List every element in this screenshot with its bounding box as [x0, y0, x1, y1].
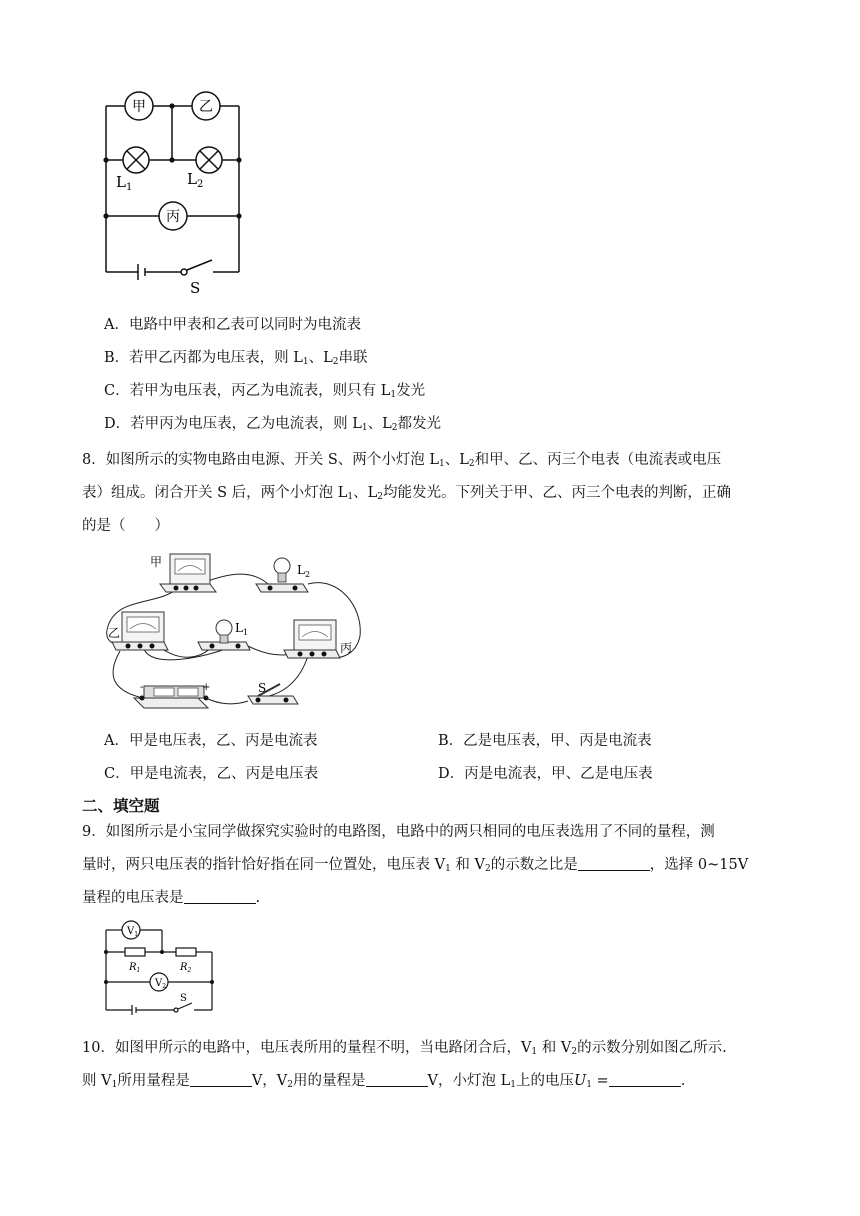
q9-fig-s: S: [180, 993, 187, 1004]
q7-option-a[interactable]: A．电路中甲表和乙表可以同时为电流表: [104, 317, 361, 333]
fig-label-s: S: [258, 681, 267, 695]
q7-option-c[interactable]: C．若甲为电压表，丙乙为电流表，则只有 $L_1$发光: [104, 383, 426, 400]
meter-yi-label: 乙: [199, 99, 213, 115]
q8-physical-circuit-figure: [98, 546, 368, 718]
q9-stem-line1: 9．如图所示是小宝同学做探究实验时的电路图，电路中的两只相同的电压表选用了不同的量程，测: [82, 824, 715, 840]
q9-circuit-diagram: [98, 920, 220, 1020]
fig-label-bing: 丙: [340, 641, 353, 655]
q8-stem-line1: 8．如图所示的实物电路由电源、开关 S、两个小灯泡 $L_1$、$L_2$和甲、乙、丙三个电表（电流表或电压: [82, 452, 722, 469]
switch-label: S: [190, 279, 201, 297]
meter-jia-label: 甲: [132, 99, 146, 115]
lamp2-label: $L_2$: [187, 170, 204, 190]
fig-label-plus: +: [202, 682, 211, 693]
q8-option-b[interactable]: B．乙是电压表，甲、丙是电流表: [438, 733, 652, 749]
q9-fig-v2: $V_2$: [155, 978, 167, 990]
fig-label-l1: $L_1$: [235, 621, 249, 637]
lamp1-label: $L_1$: [116, 173, 133, 193]
q10-stem-line2: 则 $V_1$所用量程是 V，$V_2$用的量程是 V，小灯泡 $L_1$上的电压$U_1$ = .: [82, 1073, 686, 1090]
meter-yi-device: [112, 612, 168, 650]
q10-answer-blank-u1[interactable]: [609, 1072, 681, 1087]
fig-label-l2: $L_2$: [297, 563, 311, 579]
q9-answer-blank-ratio[interactable]: [578, 856, 650, 871]
q8-stem-line3: 的是（ ）: [82, 518, 169, 534]
fig-label-minus: -: [140, 682, 144, 693]
q9-fig-v1: $V_1$: [127, 926, 139, 938]
section-heading-fill-in: 二、填空题: [82, 797, 160, 815]
switch-s-device: [248, 684, 298, 704]
q7-option-d[interactable]: D．若甲丙为电压表，乙为电流表，则 $L_1$、$L_2$都发光: [104, 416, 441, 433]
q10-answer-blank-v1-range[interactable]: [190, 1072, 252, 1087]
q8-stem-line2: 表）组成。闭合开关 S 后，两个小灯泡 $L_1$、$L_2$均能发光。下列关于甲、乙、丙三个电表的判断，正确: [82, 485, 731, 502]
q7-option-b[interactable]: B．若甲乙丙都为电压表，则 $L_1$、$L_2$串联: [104, 350, 368, 367]
q8-option-c[interactable]: C．甲是电流表，乙、丙是电压表: [104, 766, 319, 782]
q9-fig-r2: $R_2$: [180, 962, 192, 974]
q10-stem-line1: 10．如图甲所示的电路中，电压表所用的量程不明，当电路闭合后，$V_1$ 和 $V_2$的示数分别如图乙所示.: [82, 1040, 727, 1057]
meter-bing-label: 丙: [166, 209, 180, 225]
meter-bing-device: [284, 620, 340, 658]
q9-stem-line2: 量时，两只电压表的指针恰好指在同一位置处，电压表 $V_1$ 和 $V_2$的示数之比是 ，选择 0~15V: [82, 857, 749, 874]
battery-holder-device: [134, 686, 209, 708]
q9-fig-r1: $R_1$: [129, 962, 141, 974]
fig-label-jia: 甲: [150, 555, 163, 569]
meter-jia-device: [160, 554, 216, 592]
q8-option-a[interactable]: A．甲是电压表，乙、丙是电流表: [104, 733, 318, 749]
q7-circuit-diagram: [95, 88, 255, 298]
q8-option-d[interactable]: D．丙是电流表，甲、乙是电压表: [438, 766, 653, 782]
q9-answer-blank-meter[interactable]: [184, 889, 256, 904]
q10-answer-blank-v2-range[interactable]: [366, 1072, 428, 1087]
fig-label-yi: 乙: [108, 626, 121, 640]
q9-stem-line3: 量程的电压表是 .: [82, 890, 261, 906]
